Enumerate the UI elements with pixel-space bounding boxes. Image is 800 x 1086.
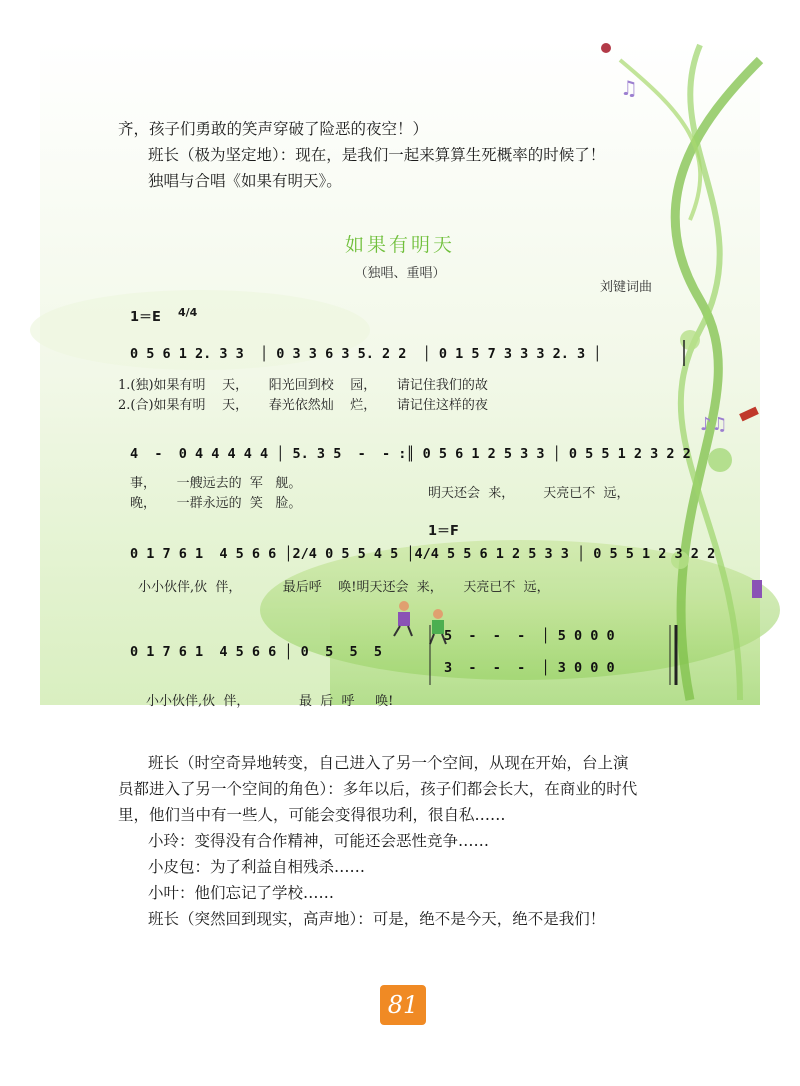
body-paragraph: 小皮包：为了利益自相残杀……: [148, 858, 366, 876]
score-notes-row: 0 1 7 6 1 4 5 6 6 │ 0 5 5 5: [130, 644, 382, 660]
score-lyric-row: 晚， 一群永远的 笑 脸。: [130, 496, 302, 511]
page-number: 81: [387, 991, 419, 1019]
song-title: 如果有明天: [344, 234, 455, 256]
time-signature: 4/4: [178, 306, 198, 319]
body-paragraph: 员都进入了另一个空间的角色）：多年以后，孩子们都会长大，在商业的时代: [118, 780, 638, 798]
page-number-badge: [380, 985, 426, 1025]
score-lyric-row: 明天还会 来， 天亮已不 远，: [428, 486, 630, 501]
score-lyric-row: 小小伙伴,伙 伴， 最后呼 唤!明天还会 来， 天亮已不 远，: [138, 580, 550, 595]
song-credit: 刘键词曲: [600, 280, 653, 295]
intro-line: 班长（极为坚定地）：现在，是我们一起来算算生死概率的时候了！: [148, 146, 606, 164]
svg-text:♪♫: ♪♫: [700, 414, 728, 435]
key-signature: 1＝F: [428, 524, 459, 539]
song-subtitle: （独唱、重唱）: [354, 266, 446, 281]
intro-line: 齐，孩子们勇敢的笑声穿破了险恶的夜空！）: [118, 120, 429, 138]
score-notes-row: 5 - - - │ 5 0 0 0: [444, 628, 615, 644]
score-lyric-row: 1.(独)如果有明 天， 阳光回到校 园， 请记住我们的故: [118, 378, 488, 393]
score-lyric-row: 事， 一艘远去的 军 舰。: [130, 476, 302, 491]
score-notes-row: 3 - - - │ 3 0 0 0: [444, 660, 615, 676]
svg-text:♫: ♫: [620, 76, 638, 100]
score-lyric-row: 小小伙伴,伙 伴， 最 后 呼 唤!: [146, 694, 394, 709]
body-paragraph: 班长（时空奇异地转变，自己进入了另一个空间，从现在开始，台上演: [148, 754, 629, 772]
key-signature: 1＝E: [130, 310, 161, 325]
body-paragraph: 小叶：他们忘记了学校……: [148, 884, 335, 902]
score-notes-row: 4 - 0 4 4 4 4 4 │ 5. 3 5 - - :║ 0 5 6 1 2 5 3 3 │ 0 5 5 1 2 3 2 2: [130, 446, 691, 462]
score-notes-row: 0 1 7 6 1 4 5 6 6 │2/4 0 5 5 4 5 │4/4 5 5 6 1 2 5 3 3 │ 0 5 5 1 2 3 2 2: [130, 546, 716, 562]
body-paragraph: 里，他们当中有一些人，可能会变得很功利，很自私……: [118, 806, 506, 824]
score-lyric-row: 2.(合)如果有明 天， 春光依然灿 烂， 请记住这样的夜: [118, 398, 488, 413]
body-paragraph: 小玲：变得没有合作精神，可能还会恶性竞争……: [148, 832, 490, 850]
body-paragraph: 班长（突然回到现实，高声地）：可是，绝不是今天，绝不是我们！: [148, 910, 606, 928]
score-notes-row: 0 5 6 1 2. 3 3 │ 0 3 3 6 3 5. 2 2 │ 0 1 5 7 3 3 3 2. 3 │: [130, 346, 602, 362]
intro-line: 独唱与合唱《如果有明天》。: [148, 172, 342, 190]
